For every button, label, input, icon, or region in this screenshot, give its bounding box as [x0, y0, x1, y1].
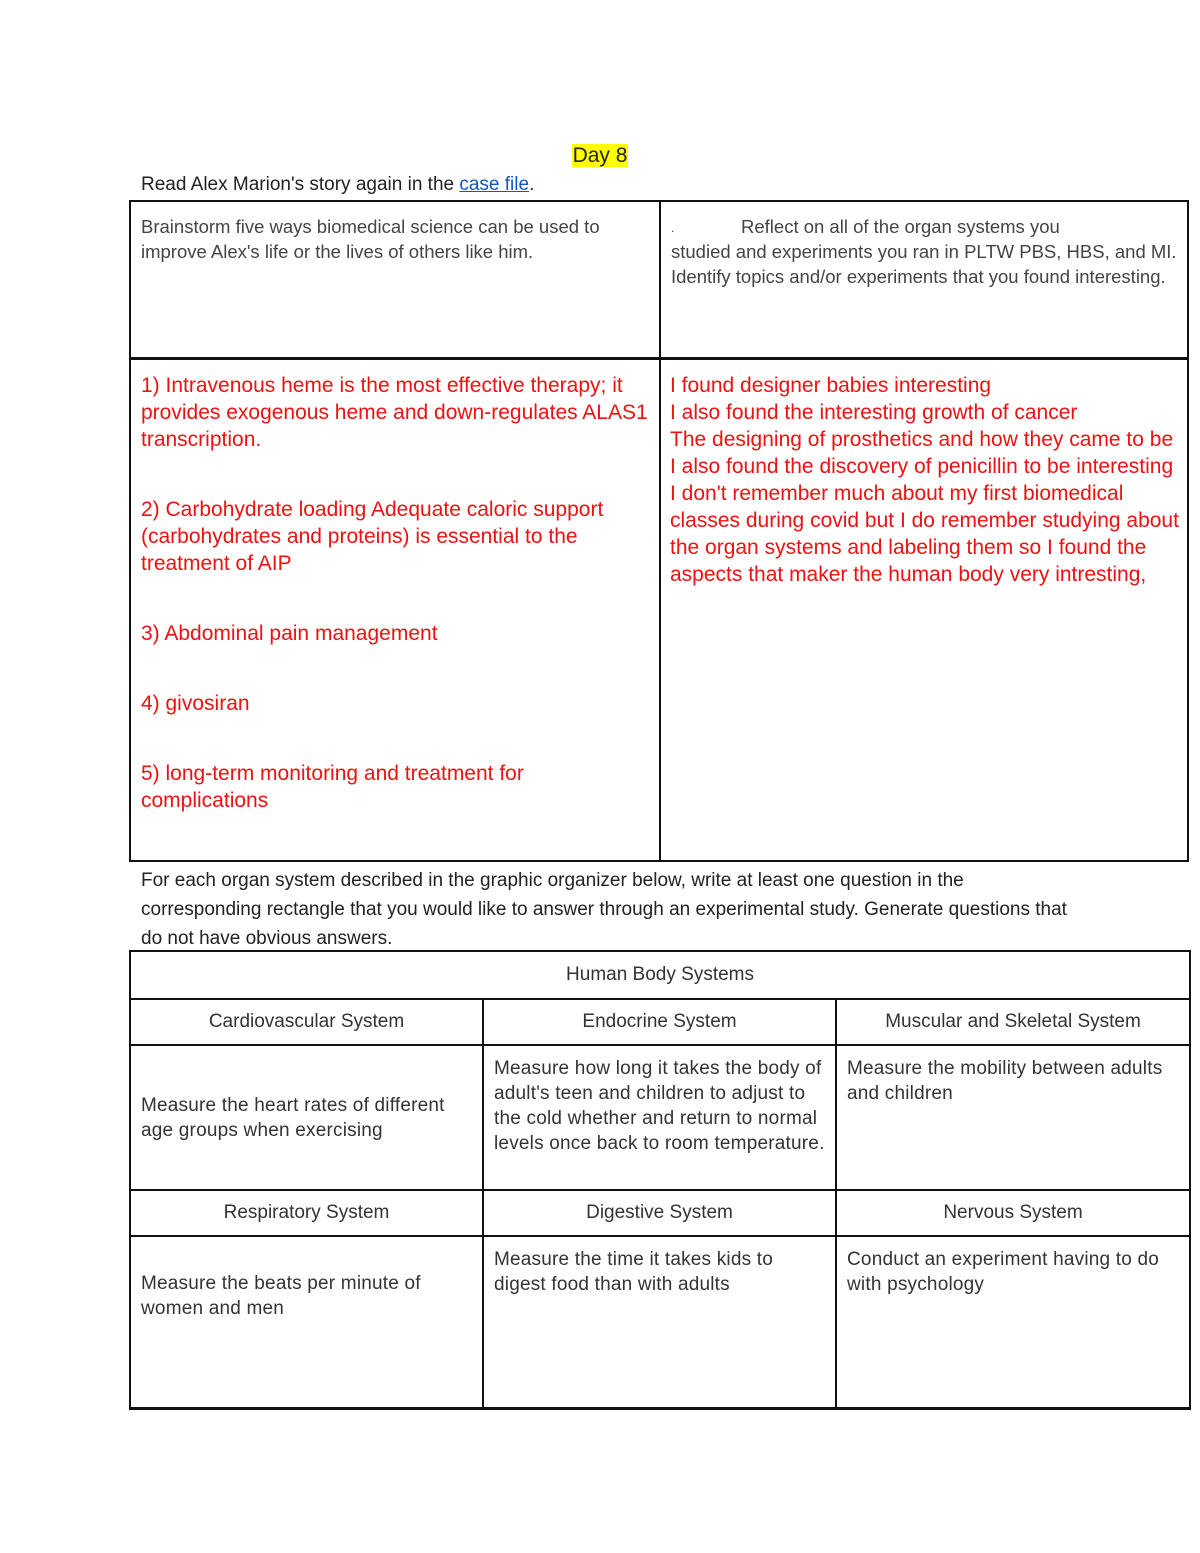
answer-muscular-skeletal[interactable]: Measure the mobility between adults and children	[836, 1045, 1190, 1190]
answer-respiratory[interactable]: Measure the beats per minute of women and men	[130, 1236, 483, 1408]
reflect-prompt	[671, 214, 1181, 289]
reflect-answer-1: I found designer babies interesting	[670, 374, 992, 397]
reflect-answer-2: I also found the interesting growth of cancer	[670, 401, 1078, 424]
systems-table-header: Human Body Systems	[130, 951, 1190, 999]
answer-digestive[interactable]: Measure the time it takes kids to digest food than with adults	[483, 1236, 836, 1408]
brainstorm-answers[interactable]	[141, 372, 653, 857]
brainstorm-answer-5: 5) long-term monitoring and treatment for complications	[141, 762, 524, 812]
reflect-answers[interactable]	[670, 372, 1182, 588]
reflect-answer-5: I don't remember much about my first biomedical classes during covid but I do remember studying about the organ systems and labeling them so I found the aspects that maker the human body very intresting,	[670, 482, 1179, 586]
brainstorm-table	[129, 200, 1189, 862]
reflect-prompt-rest: studied and experiments you ran in PLTW PBS, HBS, and MI. Identify topics and/or experiments that you found interesting.	[671, 241, 1177, 287]
system-label-digestive: Digestive System	[483, 1190, 836, 1236]
system-label-nervous: Nervous System	[836, 1190, 1190, 1236]
brainstorm-answer-4: 4) givosiran	[141, 692, 250, 715]
brainstorm-answer-1: 1) Intravenous heme is the most effective therapy; it provides exogenous heme and down-regulates ALAS1 transcription.	[141, 374, 648, 451]
intro-suffix: .	[529, 174, 535, 195]
answer-cardiovascular[interactable]: Measure the heart rates of different age groups when exercising	[130, 1045, 483, 1190]
system-label-endocrine: Endocrine System	[483, 999, 836, 1045]
intro-line	[141, 173, 534, 197]
column-divider	[659, 202, 661, 860]
case-file-link[interactable]: case file	[459, 174, 530, 195]
human-body-systems-table	[129, 950, 1191, 1410]
reflect-prompt-line1: Reflect on all of the organ systems you	[741, 216, 1060, 237]
brainstorm-answer-2: 2) Carbohydrate loading Adequate caloric support (carbohydrates and proteins) is essential to the treatment of AIP	[141, 498, 604, 575]
row-divider	[131, 357, 1187, 360]
reflect-answer-3: The designing of prosthetics and how they came to be	[670, 428, 1174, 451]
answer-endocrine[interactable]: Measure how long it takes the body of adult's teen and children to adjust to the cold whether and return to normal levels once back to room temperature.	[483, 1045, 836, 1190]
system-label-muscular-skeletal: Muscular and Skeletal System	[836, 999, 1190, 1045]
brainstorm-prompt: Brainstorm five ways biomedical science can be used to improve Alex's life or the lives of others like him.	[141, 216, 600, 262]
answer-nervous[interactable]: Conduct an experiment having to do with psychology	[836, 1236, 1190, 1408]
page-title	[0, 143, 1200, 169]
intro-prefix: Read Alex Marion's story again in the	[141, 174, 460, 195]
reflect-answer-4: I also found the discovery of penicillin to be interesting	[670, 455, 1174, 478]
system-label-respiratory: Respiratory System	[130, 1190, 483, 1236]
instructions: For each organ system described in the graphic organizer below, write at least one question in the corresponding rectangle that you would like to answer through an experimental study. Generate questions that do not have obvious answers.	[141, 870, 1067, 949]
day-title: Day 8	[572, 144, 628, 167]
system-label-cardiovascular: Cardiovascular System	[130, 999, 483, 1045]
brainstorm-answer-3: 3) Abdominal pain management	[141, 622, 438, 645]
reflect-prompt-dot: .	[671, 221, 675, 235]
